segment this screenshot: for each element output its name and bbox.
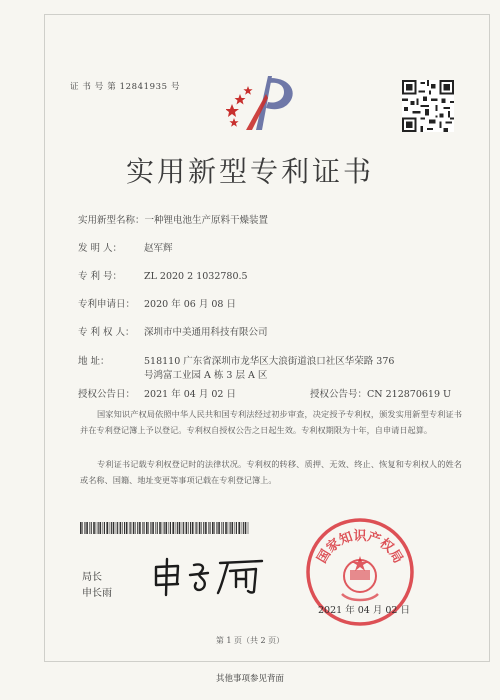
field-value: 2020 年 06 月 08 日 bbox=[144, 299, 236, 310]
footer-note: 其他事项参见背面 bbox=[215, 674, 284, 684]
signer-name: 申长雨 bbox=[82, 588, 112, 599]
field-value: ZL 2020 2 1032780.5 bbox=[144, 271, 248, 282]
field-label: 发 明 人： bbox=[78, 243, 123, 254]
field-label: 实用新型名称： bbox=[78, 215, 145, 226]
field-label: 专利申请日： bbox=[78, 299, 136, 310]
field-value: 2021 年 04 月 02 日 bbox=[144, 389, 236, 400]
field-value: 一种锂电池生产原料干燥装置 bbox=[144, 215, 269, 226]
field-label: 授权公告号： bbox=[310, 389, 368, 400]
field-label: 授权公告日： bbox=[78, 389, 136, 400]
field-inventor bbox=[78, 240, 173, 254]
field-value: CN 212870619 U bbox=[367, 389, 452, 400]
field-grant-number bbox=[310, 386, 451, 400]
page-number: 第 1 页（共 2 页） bbox=[215, 636, 285, 645]
field-utility-model-name bbox=[78, 212, 268, 226]
certificate-number: 证 书 号 第 12841935 号 bbox=[70, 82, 181, 92]
field-label: 专 利 号： bbox=[78, 271, 123, 282]
svg-text:国家知识产权局: 国家知识产权局 bbox=[314, 529, 406, 567]
field-patent-number bbox=[78, 268, 248, 282]
field-address-line2: 号鸿富工业园 A 栋 3 层 A 区 bbox=[144, 370, 268, 381]
field-label: 地 址： bbox=[78, 356, 110, 367]
field-patentee bbox=[78, 324, 268, 338]
paragraph-grant-statement: 国家知识产权局依照中华人民共和国专利法经过初步审查，决定授予专利权，颁发实用新型专利证书并在专利登记簿上予以登记。专利权自授权公告之日起生效。专利权期限为十年，自申请日起算。 bbox=[80, 409, 462, 435]
field-value: 深圳市中美通用科技有限公司 bbox=[144, 327, 268, 338]
paragraph-legal-status: 专利证书记载专利权登记时的法律状况。专利权的转移、质押、无效、终止、恢复和专利权人的姓名或名称、国籍、地址变更等事项记载在专利登记簿上。 bbox=[80, 459, 462, 485]
field-grant-date bbox=[78, 386, 236, 400]
handwritten-signature-icon bbox=[150, 555, 270, 597]
qr-code-icon bbox=[402, 80, 454, 132]
signer-title: 局长 bbox=[82, 572, 102, 583]
seal-date: 2021 年 04 月 02 日 bbox=[318, 605, 410, 616]
field-address bbox=[78, 353, 394, 367]
field-value: 518110 广东省深圳市龙华区大浪街道浪口社区华荣路 376 bbox=[144, 356, 395, 367]
field-label: 专 利 权 人： bbox=[78, 327, 135, 338]
field-value: 赵军辉 bbox=[144, 243, 173, 254]
certificate-title: 实用新型专利证书 bbox=[125, 155, 374, 188]
barcode-icon bbox=[80, 522, 250, 534]
field-filing-date bbox=[78, 296, 236, 310]
cnipa-logo-icon bbox=[226, 72, 300, 134]
